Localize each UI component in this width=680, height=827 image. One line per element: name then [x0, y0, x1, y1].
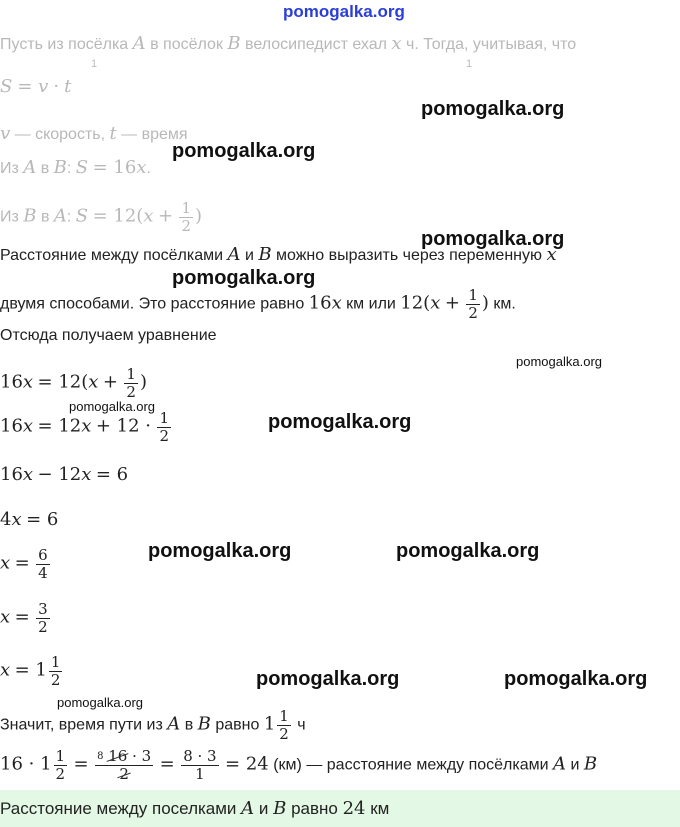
fraction-half: $\frac{1}{2}$	[181, 199, 192, 235]
calculation-line: 16 · 1 $\frac{1}{2}$ = $\frac{^8 16 \cdot 3}{2}$ = $\frac{8 \cdot 3}{1}$ = 24 (км) — расстояние между посёлками A и B	[0, 747, 598, 783]
watermark: pomogalka.org	[256, 668, 400, 690]
watermark: pomogalka.org	[516, 354, 602, 369]
footnote-mark-1: 1	[91, 58, 98, 70]
watermark: pomogalka.org	[421, 98, 565, 120]
fraction-16x3-over-2: $\frac{^8 16 \cdot 3}{2}$	[97, 747, 152, 783]
watermark: pomogalka.org	[69, 399, 155, 414]
watermark: pomogalka.org	[172, 267, 316, 289]
equation-5: x = $\frac{6}{4}$	[0, 546, 48, 582]
ab-line: Из A в B: S = 16x.	[0, 157, 151, 178]
footnote-mark-2: 1	[466, 58, 473, 70]
legend-line: v — скорость, t — время	[0, 123, 188, 144]
watermark: pomogalka.org	[504, 668, 648, 690]
equation-3: 16x − 12x = 6	[0, 464, 129, 485]
answer-text: Расстояние между поселками A и B равно 24 км	[0, 798, 390, 819]
equation-2: 16x = 12x + 12 · $\frac{1}{2}$	[0, 409, 169, 445]
answer-box	[0, 790, 680, 827]
formula-line: S = v · t	[0, 76, 72, 97]
watermark: pomogalka.org	[172, 140, 316, 162]
ba-line: Из B в A: S = 12(x + $\frac{1}{2}$ )	[0, 199, 203, 235]
equation-7: x = 1 $\frac{1}{2}$	[0, 653, 61, 689]
watermark: pomogalka.org	[268, 411, 412, 433]
watermark: pomogalka.org	[148, 540, 292, 562]
distance-line-2: двумя способами. Это расстояние равно 16x км или 12(x + $\frac{1}{2}$ ) км.	[0, 286, 516, 322]
distance-line-1: Расстояние между посёлками A и B можно выразить через переменную x	[0, 244, 557, 265]
watermark: pomogalka.org	[421, 228, 565, 250]
equation-6: x = $\frac{3}{2}$	[0, 600, 48, 636]
equation-4: 4x = 6	[0, 509, 59, 530]
equation-intro: Отсюда получаем уравнение	[0, 327, 217, 344]
intro-line	[0, 34, 576, 55]
fraction-half: $\frac{1}{2}$	[468, 286, 478, 322]
watermark: pomogalka.org	[396, 540, 540, 562]
equation-1: 16x = 12(x + $\frac{1}{2}$ )	[0, 365, 147, 401]
intro-text: Пусть из посёлка A в посёлок B велосипедист ехал x ч. Тогда, учитывая, что	[0, 33, 577, 54]
conclusion-line: Значит, время пути из A в B равно 1 $\frac{1}{2}$ ч	[0, 707, 306, 743]
site-link-top[interactable]: pomogalka.org	[283, 2, 405, 21]
watermark: pomogalka.org	[57, 695, 143, 710]
